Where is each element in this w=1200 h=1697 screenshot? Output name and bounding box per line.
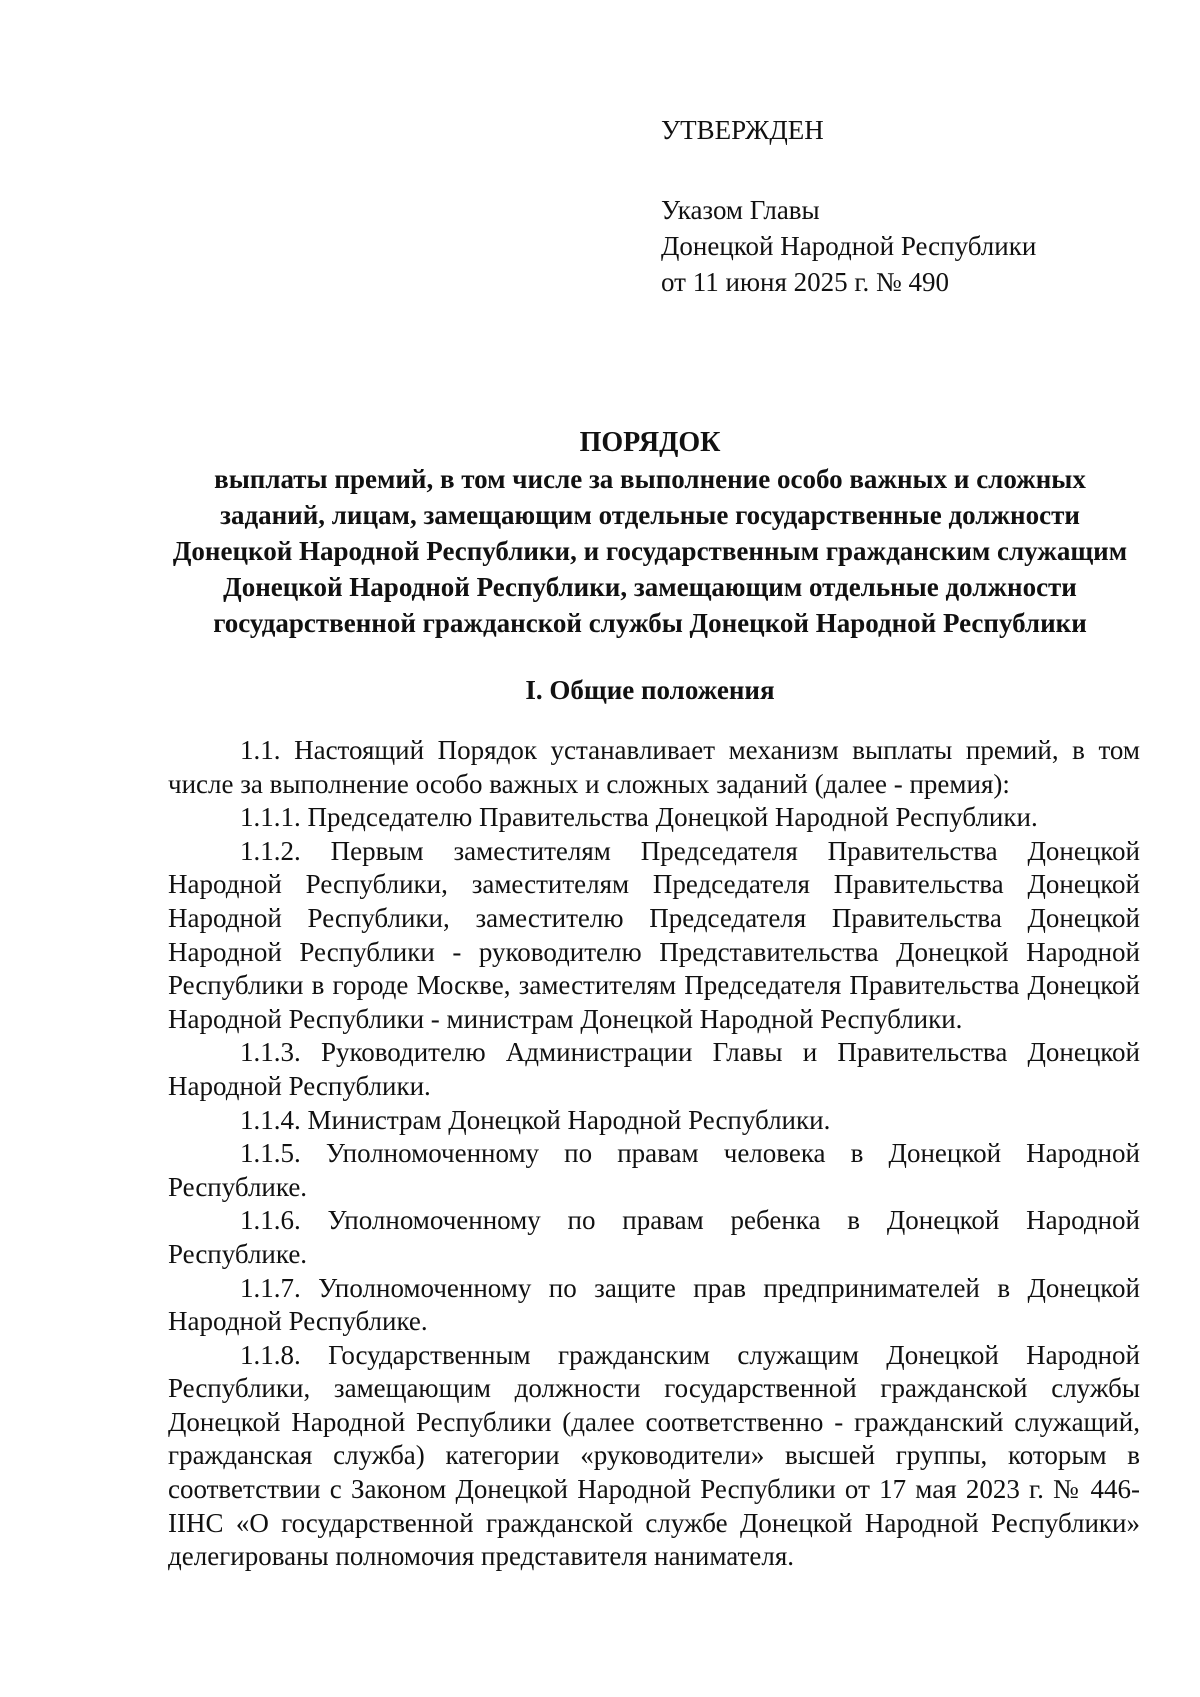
title-line: заданий, лицам, замещающим отдельные государственные должности: [220, 500, 1080, 530]
section-heading: I. Общие положения: [525, 675, 775, 705]
title-main: ПОРЯДОК: [579, 427, 721, 458]
paragraph-1-1-6: 1.1.6. Уполномоченному по правам ребенка в Донецкой Народной Республике.: [168, 1205, 1140, 1269]
title-line: государственной гражданской службы Донецкой Народной Республики: [213, 608, 1087, 638]
paragraph-1-1-4: 1.1.4. Министрам Донецкой Народной Республики.: [240, 1104, 831, 1135]
decree-date-number: от 11 июня 2025 г. № 490: [661, 267, 949, 297]
paragraph-1-1-3: 1.1.3. Руководителю Администрации Главы и Правительства Донецкой Народной Республики.: [168, 1037, 1140, 1101]
section-body: [168, 734, 1140, 1574]
title-line: выплаты премий, в том числе за выполнение особо важных и сложных: [214, 464, 1086, 494]
paragraph-1-1-2: 1.1.2. Первым заместителям Председателя Правительства Донецкой Народной Республики, заместителям Председателя Правительства Донецкой Народной Республики, заместителю Председателя Правительства Донецкой Народной Республики - руководителю Представительства Донецкой Народной Республики в городе Москве, заместителям Председателя Правительства Донецкой Народной Республики - министрам Донецкой Народной Республики.: [168, 835, 1140, 1034]
title-line: Донецкой Народной Республики, замещающим отдельные должности: [223, 572, 1077, 602]
decree-line: Указом Главы: [661, 195, 820, 225]
approved-stamp-text: УТВЕРЖДЕН: [661, 115, 824, 145]
title-line: Донецкой Народной Республики, и государственным гражданским служащим: [172, 536, 1128, 566]
paragraph-1-1: 1.1. Настоящий Порядок устанавливает механизм выплаты премий, в том числе за выполнение особо важных и сложных заданий (далее - премия):: [168, 735, 1140, 799]
decree-line: Донецкой Народной Республики: [661, 231, 1037, 261]
paragraph-1-1-8: 1.1.8. Государственным гражданским служащим Донецкой Народной Республики, замещающим должности государственной гражданской службы Донецкой Народной Республики (далее соответственно - гражданский служащий, гражданская служба) категории «руководители» высшей группы, которым в соответствии с Законом Донецкой Народной Республики от 17 мая 2023 г. № 446-IIНС «О государственной гражданской службе Донецкой Народной Республики» делегированы полномочия представителя нанимателя.: [168, 1339, 1140, 1572]
approval-block: [661, 112, 1036, 300]
document-title: [160, 425, 1140, 641]
paragraph-1-1-7: 1.1.7. Уполномоченному по защите прав предпринимателей в Донецкой Народной Республике.: [168, 1272, 1140, 1337]
paragraph-1-1-5: 1.1.5. Уполномоченному по правам человека в Донецкой Народной Республике.: [168, 1138, 1140, 1202]
paragraph-1-1-1: 1.1.1. Председателю Правительства Донецкой Народной Республики.: [240, 802, 1038, 833]
